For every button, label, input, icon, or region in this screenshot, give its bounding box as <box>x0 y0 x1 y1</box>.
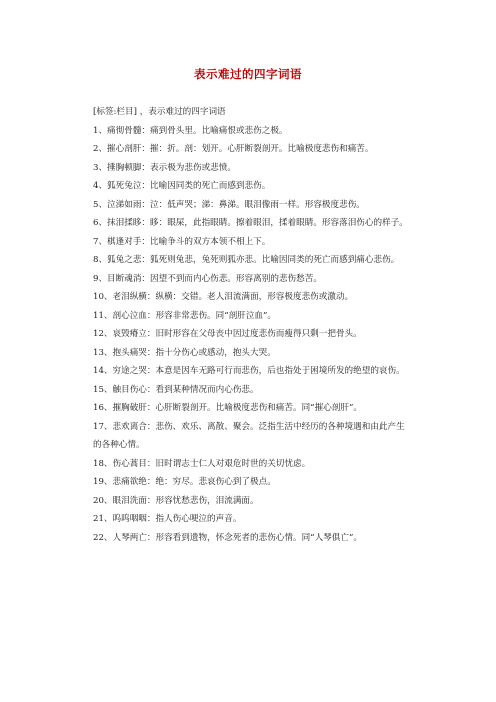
idiom-entry: 4、狐死兔泣：比喻因同类的死亡而感到悲伤。 <box>93 181 271 191</box>
document-title: 表示难过的四字词语 <box>194 67 302 81</box>
idiom-entry: 14、穷途之哭：本意是因车无路可行而悲伤，后也指处于困境所发的绝望的哀伤。 <box>93 366 405 376</box>
idiom-entry: 2、摧心剖肝：摧：折。剖：划开。心肝断裂剖开。比喻极度悲伤和痛苦。 <box>93 144 374 154</box>
idiom-entry: 19、悲痛欲绝：绝：穷尽。悲哀伤心到了极点。 <box>93 477 276 487</box>
idiom-entry: 7、棋逢对手：比喻争斗的双方本领不相上下。 <box>93 236 271 247</box>
idiom-entry: 20、眼泪洗面：形容忧愁悲伤，泪流满面。 <box>93 495 259 506</box>
tag-line: [标签:栏目] ，表示难过的四字词语 <box>93 107 226 117</box>
idiom-entry: 6、抹泪揉眵：眵：眼屎，此指眼睛。擦着眼泪，揉着眼睛。形容落泪伤心的样子。 <box>93 218 408 228</box>
idiom-entry: 12、哀毁瘠立：旧时形容在父母丧中因过度悲伤而瘦得只剩一把骨头。 <box>93 329 362 339</box>
idiom-entry: 3、捶胸顿脚：表示极为悲伤或悲愤。 <box>93 162 236 173</box>
document-body <box>93 103 409 547</box>
idiom-entry: 8、狐兔之悲：狐死则兔悲，兔死则狐亦悲。比喻因同类的死亡而感到痛心悲伤。 <box>93 255 400 265</box>
idiom-entry: 21、呜呜咽咽：指人伤心哽泣的声音。 <box>93 514 242 524</box>
idiom-entry: 13、抱头痛哭：指十分伤心或感动，抱头大哭。 <box>93 347 276 358</box>
idiom-entry: 11、剖心泣血：形容非常悲伤。同“剖肝泣血”。 <box>93 310 277 321</box>
idiom-entry: 16、摧胸破肝：心肝断裂剖开。比喻极度悲伤和痛苦。同“摧心剖肝”。 <box>93 403 362 413</box>
idiom-entry: 18、伤心蒿目：旧时谓志士仁人对艰危时世的关切忧虑。 <box>93 458 311 469</box>
idiom-entry: 5、泣涕如雨：泣：低声哭；涕：鼻涕。眼泪像雨一样。形容极度悲伤。 <box>93 199 365 210</box>
idiom-entry: 22、人琴两亡：形容看到遗物，怀念死者的悲伤心情。同“人琴俱亡”。 <box>93 532 362 543</box>
idiom-entry: 10、老泪纵横：纵横：交错。老人泪流满面，形容极度悲伤或激动。 <box>93 292 354 302</box>
idiom-entry: 17、悲欢离合：悲伤、欢乐、离散、聚会。泛指生活中经历的各种境遇和由此产生的各种心情。 <box>93 421 405 450</box>
idiom-entry: 9、目断魂消：因望不到而内心伤悲。形容离别的悲伤愁苦。 <box>93 273 322 284</box>
idiom-entry: 15、触目伤心：看到某种情况而内心伤悲。 <box>93 384 259 395</box>
idiom-entry: 1、痛彻骨髓：痛到骨头里。比喻痛恨或悲伤之极。 <box>93 125 288 136</box>
